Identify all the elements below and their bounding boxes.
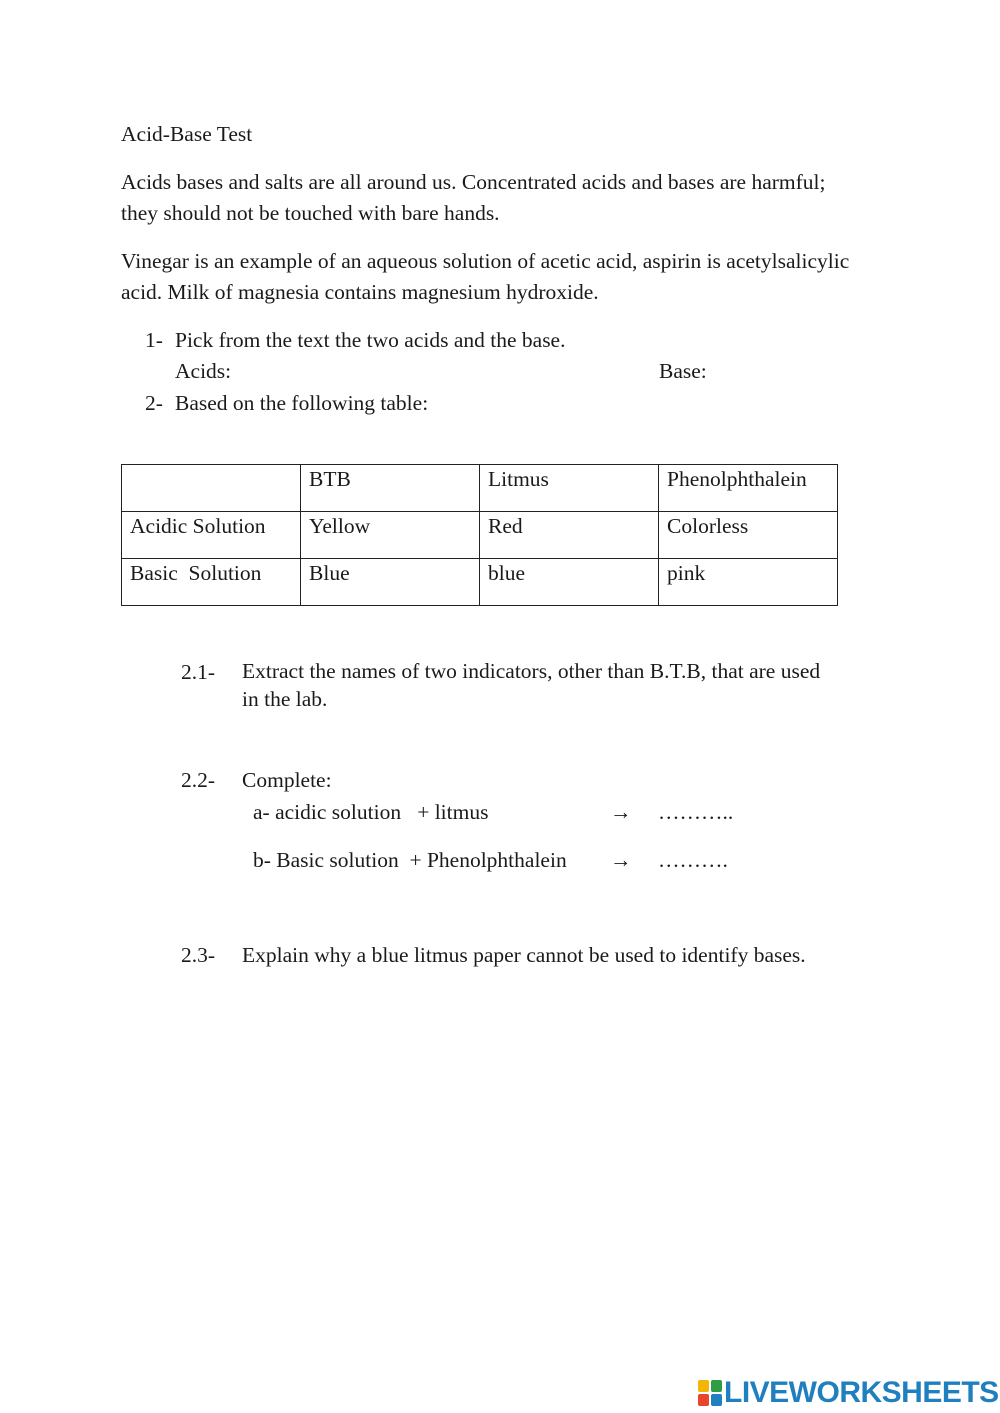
answer-blank-b: ………. — [658, 848, 728, 872]
table-cell: Phenolphthalein — [659, 465, 838, 512]
table-cell — [122, 465, 301, 512]
table-cell: blue — [480, 559, 659, 606]
liveworksheets-logo — [698, 1377, 999, 1409]
reaction-b: b- Basic solution + Phenolphthalein — [253, 848, 567, 872]
question-2-2-number: 2.2- — [181, 768, 216, 792]
table-row — [122, 512, 838, 559]
table-row — [122, 559, 838, 606]
arrow-icon: → — [610, 800, 632, 824]
table-cell: Colorless — [659, 512, 838, 559]
question-2-1-number: 2.1- — [181, 660, 216, 684]
question-1-text: Pick from the text the two acids and the base. — [175, 328, 566, 352]
arrow-icon: → — [610, 848, 632, 872]
table-header-row — [122, 465, 838, 512]
question-2-3-number: 2.3- — [181, 943, 216, 967]
logo-text: LIVEWORKSHEETS — [724, 1376, 999, 1409]
examples-paragraph: Vinegar is an example of an aqueous solution of acetic acid, aspirin is acetylsalicylic acid. Milk of magnesia contains magnesium hydroxide. — [121, 249, 850, 304]
table-cell: Litmus — [480, 465, 659, 512]
question-2-3-text: Explain why a blue litmus paper cannot be used to identify bases. — [242, 943, 806, 967]
table-cell: Acidic Solution — [122, 512, 301, 559]
page-title: Acid-Base Test — [121, 122, 253, 146]
table-cell: Basic Solution — [122, 559, 301, 606]
question-2-number: 2- — [145, 391, 163, 415]
question-2-text: Based on the following table: — [175, 391, 429, 415]
acids-label: Acids: — [175, 359, 232, 383]
reaction-a: a- acidic solution + litmus — [253, 800, 489, 824]
logo-mark-icon — [698, 1380, 722, 1406]
question-2-1-line1: Extract the names of two indicators, other than B.T.B, that are used — [242, 659, 821, 683]
base-label: Base: — [659, 359, 707, 383]
table-cell: pink — [659, 559, 838, 606]
table-cell: Yellow — [301, 512, 480, 559]
table-cell: BTB — [301, 465, 480, 512]
table-cell: Blue — [301, 559, 480, 606]
question-2-2-text: Complete: — [242, 768, 332, 792]
question-2-1-line2: in the lab. — [242, 687, 328, 711]
table-cell: Red — [480, 512, 659, 559]
indicator-table — [121, 464, 838, 606]
intro-paragraph: Acids bases and salts are all around us. Concentrated acids and bases are harmful; they should not be touched with bare hands. — [121, 170, 826, 225]
question-1-number: 1- — [145, 328, 163, 352]
answer-blank-a: ……….. — [658, 800, 734, 824]
